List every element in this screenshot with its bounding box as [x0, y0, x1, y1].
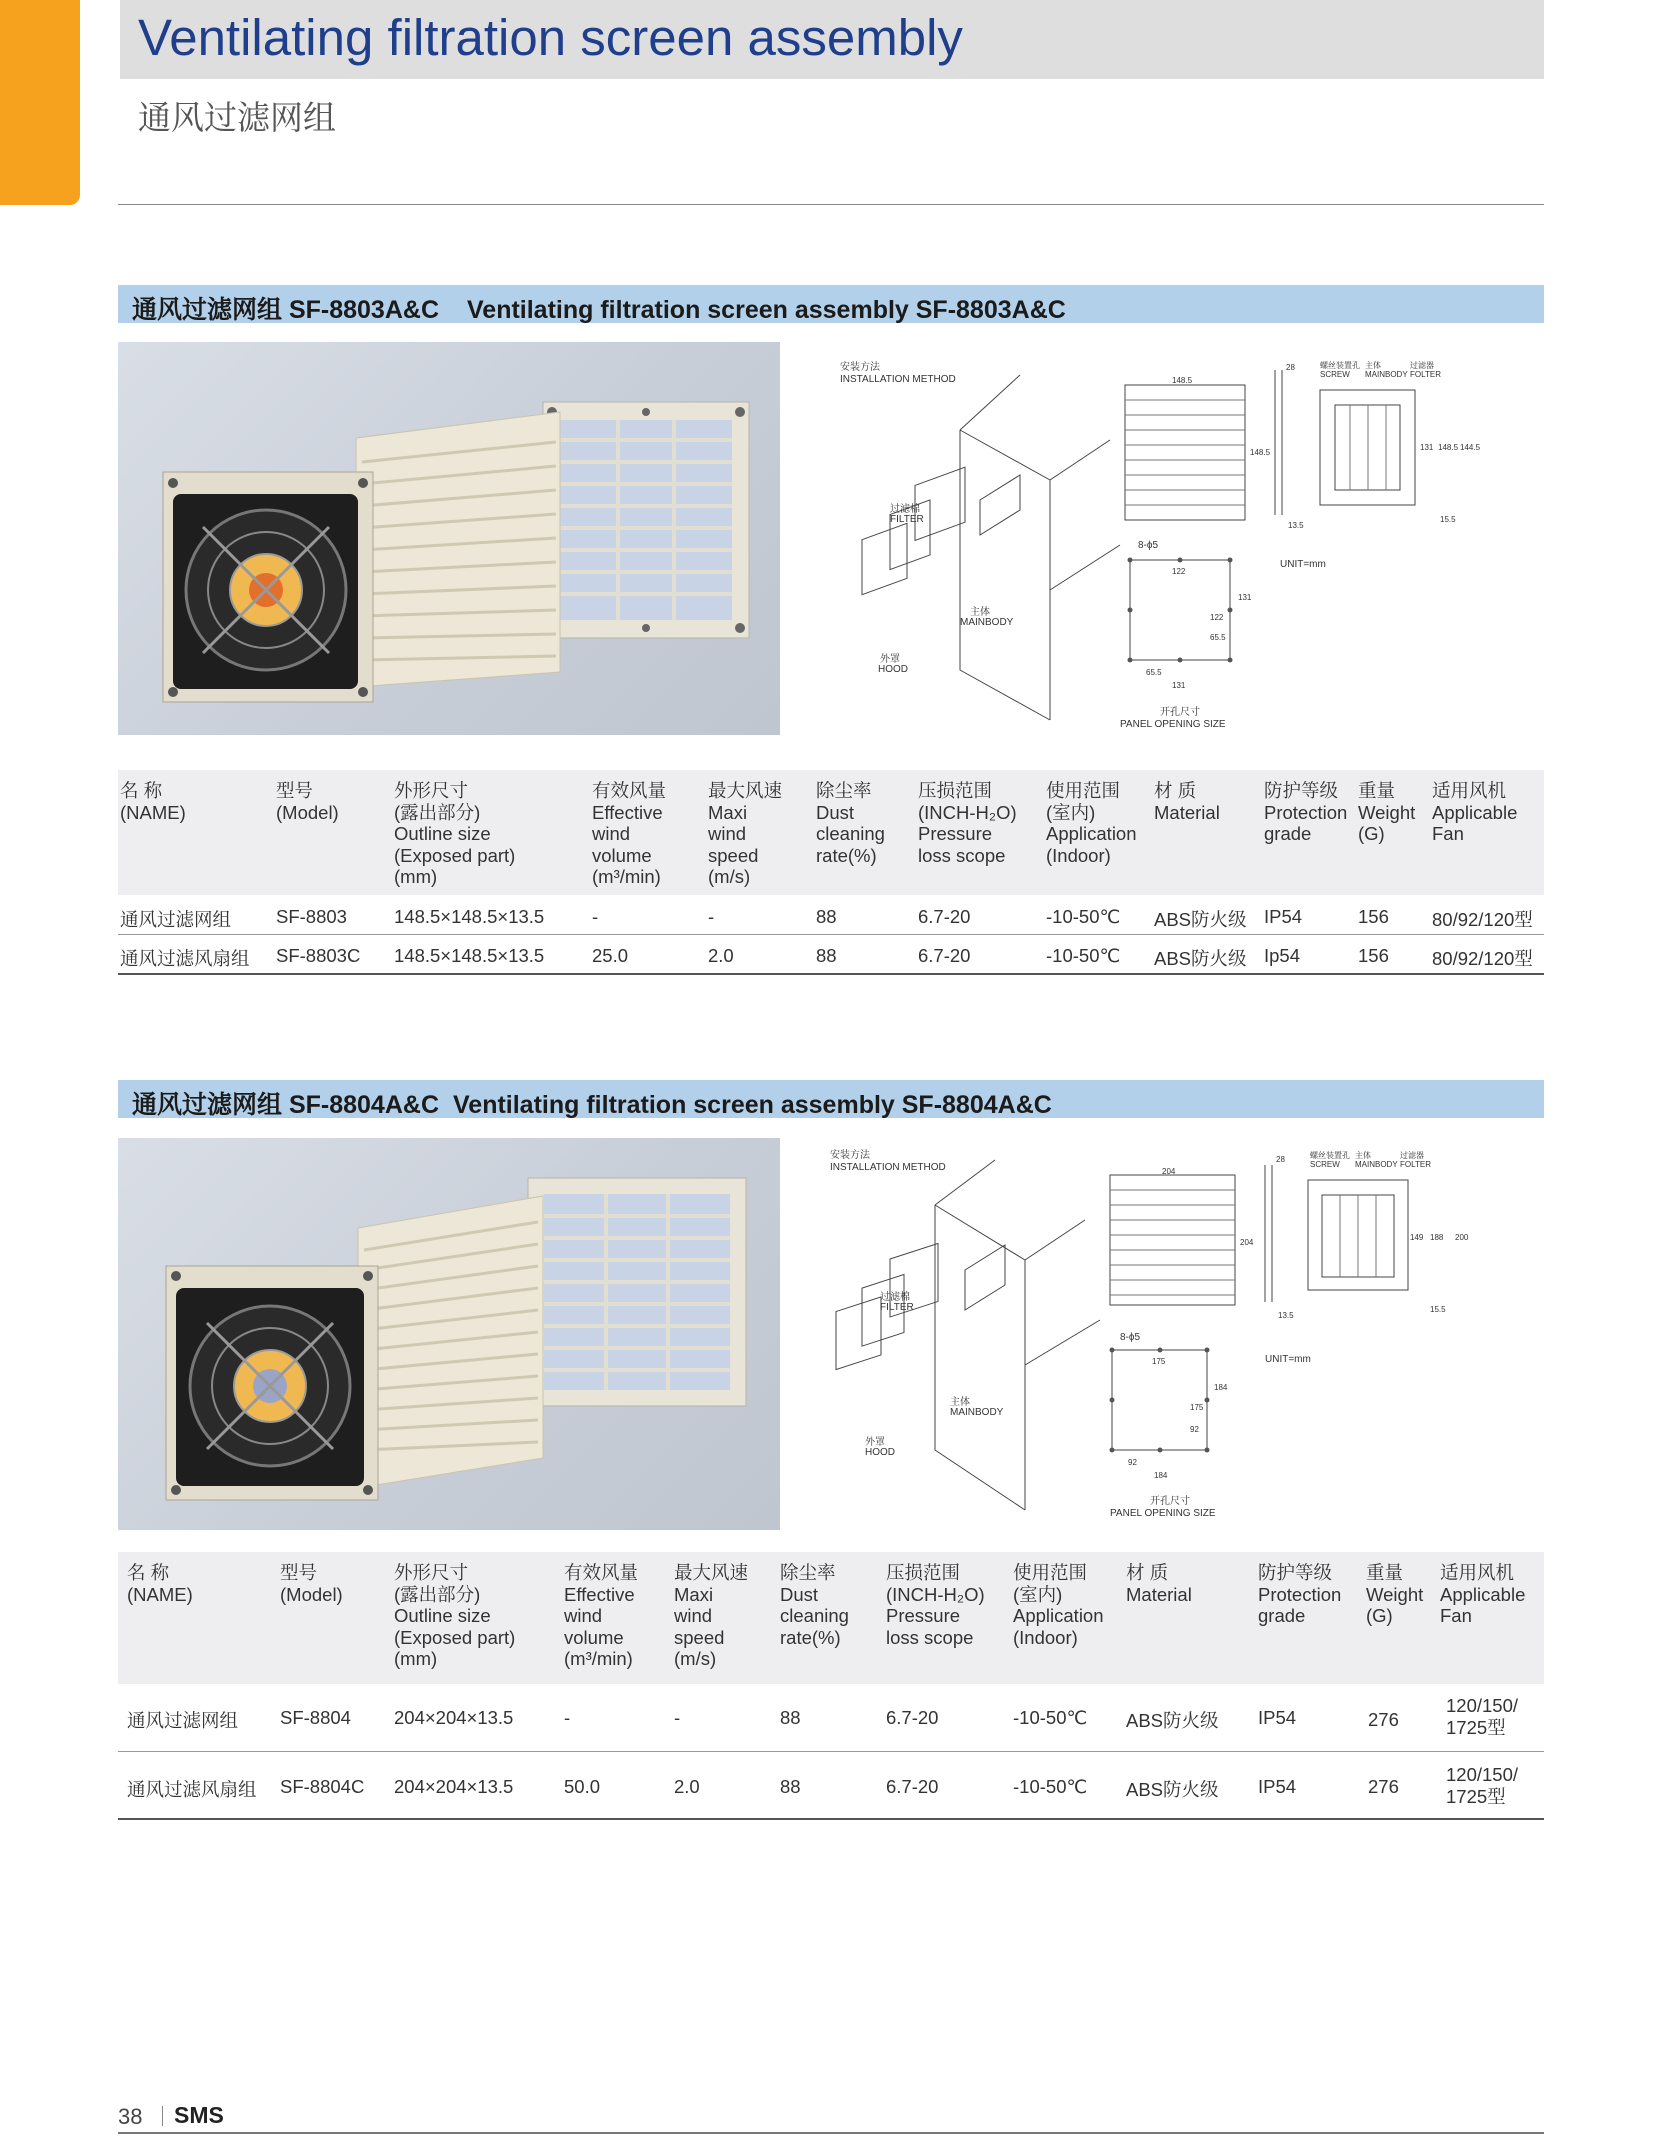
body-cn: 主体	[1365, 361, 1381, 370]
dim-label: 148.5	[1172, 376, 1193, 385]
panel-en: PANEL OPENING SIZE	[1120, 719, 1226, 730]
filter-en: FILTER	[890, 514, 924, 525]
folter-cn: 过滤器	[1410, 361, 1434, 370]
header-wind-volume: 有效风量 Effective wind volume (m³/min)	[592, 780, 667, 887]
brand-logo: SMS	[174, 2102, 224, 2128]
header-model: 型号 (Model)	[276, 780, 339, 823]
dim-label: 184	[1214, 1383, 1228, 1392]
mainbody-cn: 主体	[970, 607, 990, 618]
screw-en: SCREW	[1310, 1160, 1340, 1169]
panel-cn: 开孔尺寸	[1160, 707, 1200, 718]
dim-label: 148.5	[1438, 443, 1459, 452]
hood-cn: 外罩	[865, 1437, 885, 1448]
dim-label: 122	[1172, 567, 1186, 576]
header-material: 材 质 Material	[1154, 780, 1220, 823]
installation-diagram	[820, 350, 1530, 740]
section-title-cn: 通风过滤网组 SF-8803A&C	[132, 296, 439, 324]
spec-table	[118, 1552, 1544, 1822]
section-title-en: Ventilating filtration screen assembly SF-8803A&C	[467, 296, 1066, 324]
page-number: 38	[118, 2104, 143, 2129]
header-model: 型号 (Model)	[280, 1562, 343, 1605]
header-outline-size: 外形尺寸 (露出部分) Outline size (Exposed part) (mm)	[394, 1562, 516, 1669]
header-wind-volume: 有效风量 Effective wind volume (m³/min)	[564, 1562, 639, 1669]
dim-label: 131	[1172, 681, 1186, 690]
screw-cn: 螺丝装置孔	[1320, 361, 1360, 370]
unit-label: UNIT=mm	[1280, 559, 1326, 570]
header-application: 使用范围 (室内) Application (Indoor)	[1046, 780, 1137, 866]
method-en: INSTALLATION METHOD	[830, 1162, 946, 1173]
orange-side-tab	[0, 0, 80, 205]
table-row: 通风过滤网组 SF-8804 204×204×13.5 - - 88 6.7-20 -10-50℃ ABS防火级 IP54 276 120/150/ 1725型	[118, 1685, 1544, 1752]
header-fan: 适用风机 Applicable Fan	[1440, 1562, 1526, 1626]
panel-en: PANEL OPENING SIZE	[1110, 1508, 1216, 1519]
fan-filter-photo	[118, 342, 780, 735]
dim-label: 65.5	[1210, 633, 1226, 642]
dim-label: 144.5	[1460, 443, 1481, 452]
page-subtitle: 通风过滤网组	[138, 99, 336, 136]
method-cn: 安装方法	[830, 1150, 870, 1161]
holes-label: 8-ϕ5	[1120, 1332, 1141, 1343]
header-name: 名 称 (NAME)	[120, 780, 186, 823]
dim-label: 131	[1238, 593, 1252, 602]
dim-label: 122	[1210, 613, 1224, 622]
table-row: 通风过滤网组 SF-8803 148.5×148.5×13.5 - - 88 6.7-20 -10-50℃ ABS防火级 IP54 156 80/92/120型	[118, 896, 1544, 935]
table-row: 通风过滤风扇组 SF-8804C 204×204×13.5 50.0 2.0 88 6.7-20 -10-50℃ ABS防火级 IP54 276 120/150/ 1725型	[118, 1752, 1544, 1820]
hood-cn: 外罩	[880, 654, 900, 665]
dim-label: 204	[1240, 1238, 1254, 1247]
fan-filter-photo	[118, 1138, 780, 1530]
dim-label: 15.5	[1430, 1305, 1446, 1314]
dim-label: 204	[1162, 1167, 1176, 1176]
header-material: 材 质 Material	[1126, 1562, 1192, 1605]
filter-en: FILTER	[880, 1302, 914, 1313]
dim-label: 175	[1152, 1357, 1166, 1366]
section-title-en: Ventilating filtration screen assembly SF-8804A&C	[453, 1091, 1052, 1119]
header-wind-speed: 最大风速 Maxi wind speed (m/s)	[708, 780, 783, 887]
dim-label: 15.5	[1440, 515, 1456, 524]
dim-label: 175	[1190, 1403, 1204, 1412]
mainbody-en: MAINBODY	[960, 617, 1014, 628]
dim-label: 92	[1128, 1458, 1137, 1467]
page-title: Ventilating filtration screen assembly	[138, 9, 963, 66]
header-pressure: 压损范围 (INCH-H₂O) Pressure loss scope	[918, 780, 1017, 866]
header-outline-size: 外形尺寸 (露出部分) Outline size (Exposed part) (mm)	[394, 780, 516, 887]
technical-drawing	[820, 350, 1530, 740]
unit-label: UNIT=mm	[1265, 1354, 1311, 1365]
dim-label: 13.5	[1288, 521, 1304, 530]
header-name: 名 称 (NAME)	[127, 1562, 193, 1605]
method-en: INSTALLATION METHOD	[840, 374, 956, 385]
table-row: 通风过滤风扇组 SF-8803C 148.5×148.5×13.5 25.0 2.0 88 6.7-20 -10-50℃ ABS防火级 Ip54 156 80/92/120型	[118, 935, 1544, 975]
screw-en: SCREW	[1320, 370, 1350, 379]
header-application: 使用范围 (室内) Application (Indoor)	[1013, 1562, 1104, 1648]
header-protection: 防护等级 Protection grade	[1264, 780, 1348, 844]
body-en: MAINBODY	[1355, 1160, 1398, 1169]
holes-label: 8-ϕ5	[1138, 540, 1159, 551]
dim-label: 28	[1276, 1155, 1285, 1164]
header-weight: 重量 Weight (G)	[1366, 1562, 1424, 1626]
installation-diagram	[810, 1140, 1530, 1530]
dim-label: 13.5	[1278, 1311, 1294, 1320]
table-header	[118, 1552, 1544, 1684]
header-pressure: 压损范围 (INCH-H₂O) Pressure loss scope	[886, 1562, 985, 1648]
footer-divider	[118, 2132, 1544, 2134]
section-title-bar	[118, 285, 1544, 323]
filter-cn: 过滤棉	[890, 504, 920, 515]
method-cn: 安装方法	[840, 362, 880, 373]
hood-en: HOOD	[878, 664, 908, 675]
dim-label: 131	[1420, 443, 1434, 452]
dim-label: 184	[1154, 1471, 1168, 1480]
table-header	[118, 770, 1544, 895]
footer-separator	[162, 2106, 163, 2126]
dim-label: 149	[1410, 1233, 1424, 1242]
product-photo	[118, 342, 780, 735]
dim-label: 92	[1190, 1425, 1199, 1434]
dim-label: 148.5	[1250, 448, 1271, 457]
screw-cn: 螺丝装置孔	[1310, 1151, 1350, 1160]
header-protection: 防护等级 Protection grade	[1258, 1562, 1342, 1626]
hood-en: HOOD	[865, 1447, 895, 1458]
section-title-cn: 通风过滤网组 SF-8804A&C	[132, 1091, 439, 1119]
product-photo	[118, 1138, 780, 1530]
folter-cn: 过滤器	[1400, 1151, 1424, 1160]
header-divider	[118, 204, 1544, 205]
mainbody-cn: 主体	[950, 1397, 970, 1408]
dim-label: 65.5	[1146, 668, 1162, 677]
body-en: MAINBODY	[1365, 370, 1408, 379]
dim-label: 28	[1286, 363, 1295, 372]
folter-en: FOLTER	[1410, 370, 1441, 379]
body-cn: 主体	[1355, 1151, 1371, 1160]
mainbody-en: MAINBODY	[950, 1407, 1004, 1418]
header-dust-rate: 除尘率 Dust cleaning rate(%)	[816, 780, 885, 866]
section-title-bar	[118, 1080, 1544, 1118]
header-fan: 适用风机 Applicable Fan	[1432, 780, 1518, 844]
header-weight: 重量 Weight (G)	[1358, 780, 1416, 844]
folter-en: FOLTER	[1400, 1160, 1431, 1169]
spec-table	[118, 770, 1544, 990]
dim-label: 200	[1455, 1233, 1469, 1242]
panel-cn: 开孔尺寸	[1150, 1496, 1190, 1507]
technical-drawing	[810, 1140, 1530, 1530]
header-dust-rate: 除尘率 Dust cleaning rate(%)	[780, 1562, 849, 1648]
header-wind-speed: 最大风速 Maxi wind speed (m/s)	[674, 1562, 749, 1669]
dim-label: 188	[1430, 1233, 1444, 1242]
filter-cn: 过滤棉	[880, 1292, 910, 1303]
